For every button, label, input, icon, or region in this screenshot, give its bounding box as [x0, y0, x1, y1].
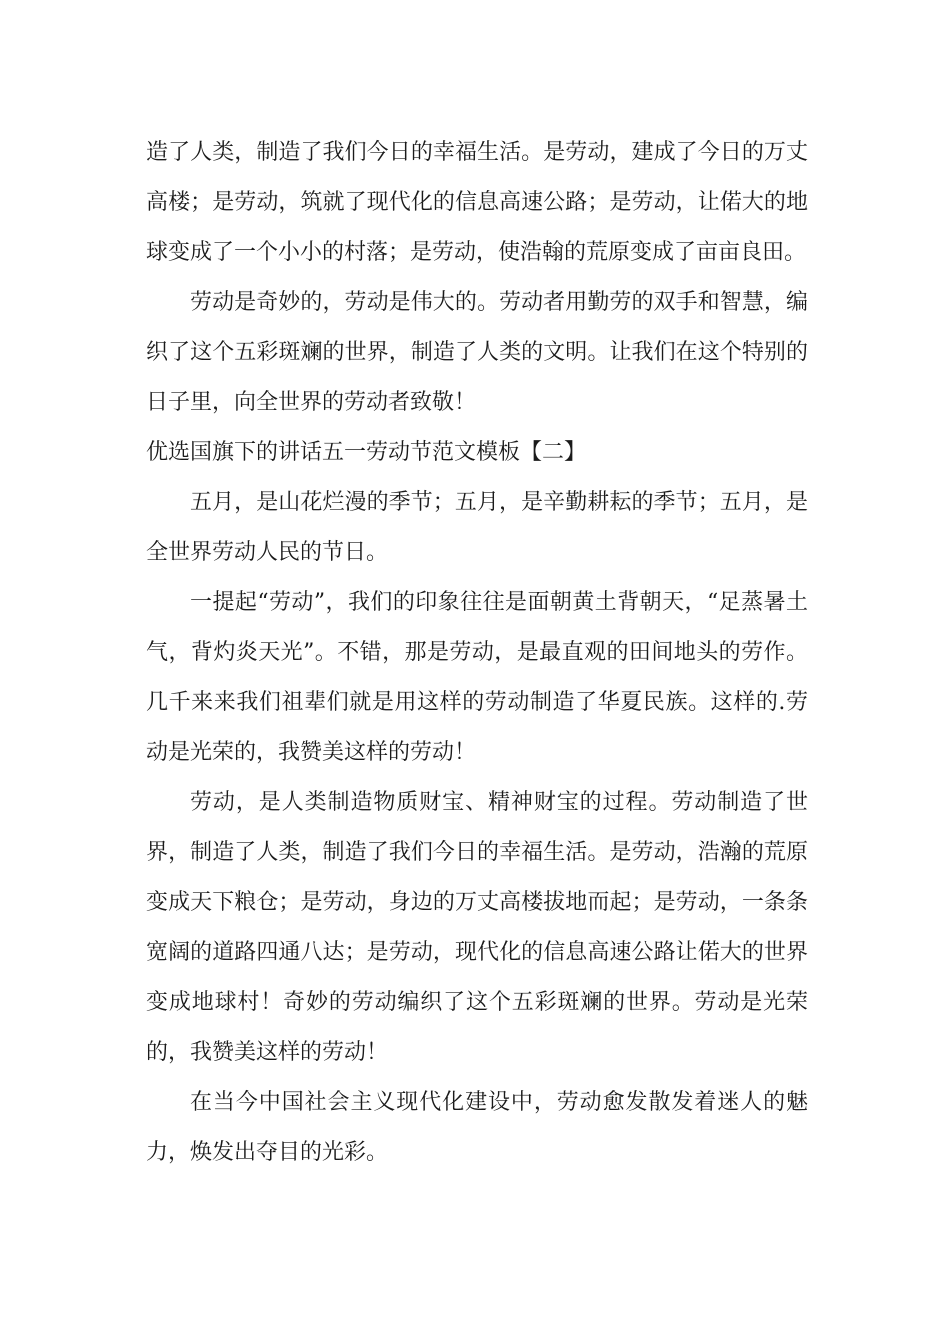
paragraph: 劳动是奇妙的，劳动是伟大的。劳动者用勤劳的双手和智慧，编织了这个五彩斑斓的世界，制造了人类的文明。让我们在这个特别的日子里，向全世界的劳动者致敬！	[146, 290, 808, 415]
paragraph: 五月，是山花烂漫的季节；五月，是辛勤耕耘的季节；五月，是全世界劳动人民的节日。	[146, 490, 808, 565]
document-body	[146, 128, 808, 1178]
paragraph: 一提起“劳动”，我们的印象往往是面朝黄土背朝天，“足蒸暑土气，背灼炎天光”。不错，那是劳动，是最直观的田间地头的劳作。几千来来我们祖辈们就是用这样的劳动制造了华夏民族。这样的.劳动是光荣的，我赞美这样的劳动！	[146, 590, 808, 765]
paragraph-continuation: 造了人类，制造了我们今日的幸福生活。是劳动，建成了今日的万丈高楼；是劳动，筑就了现代化的信息高速公路；是劳动，让偌大的地球变成了一个小小的村落；是劳动，使浩翰的荒原变成了亩亩良田。	[146, 140, 808, 265]
paragraph: 劳动，是人类制造物质财宝、精神财宝的过程。劳动制造了世界，制造了人类，制造了我们今日的幸福生活。是劳动，浩瀚的荒原变成天下粮仓；是劳动，身边的万丈高楼拔地而起；是劳动，一条条宽阔的道路四通八达；是劳动，现代化的信息高速公路让偌大的世界变成地球村！奇妙的劳动编织了这个五彩斑斓的世界。劳动是光荣的，我赞美这样的劳动！	[146, 790, 808, 1065]
paragraph: 在当今中国社会主义现代化建设中，劳动愈发散发着迷人的魅力，焕发出夺目的光彩。	[146, 1090, 808, 1165]
section-heading: 优选国旗下的讲话五一劳动节范文模板【二】	[146, 440, 587, 465]
